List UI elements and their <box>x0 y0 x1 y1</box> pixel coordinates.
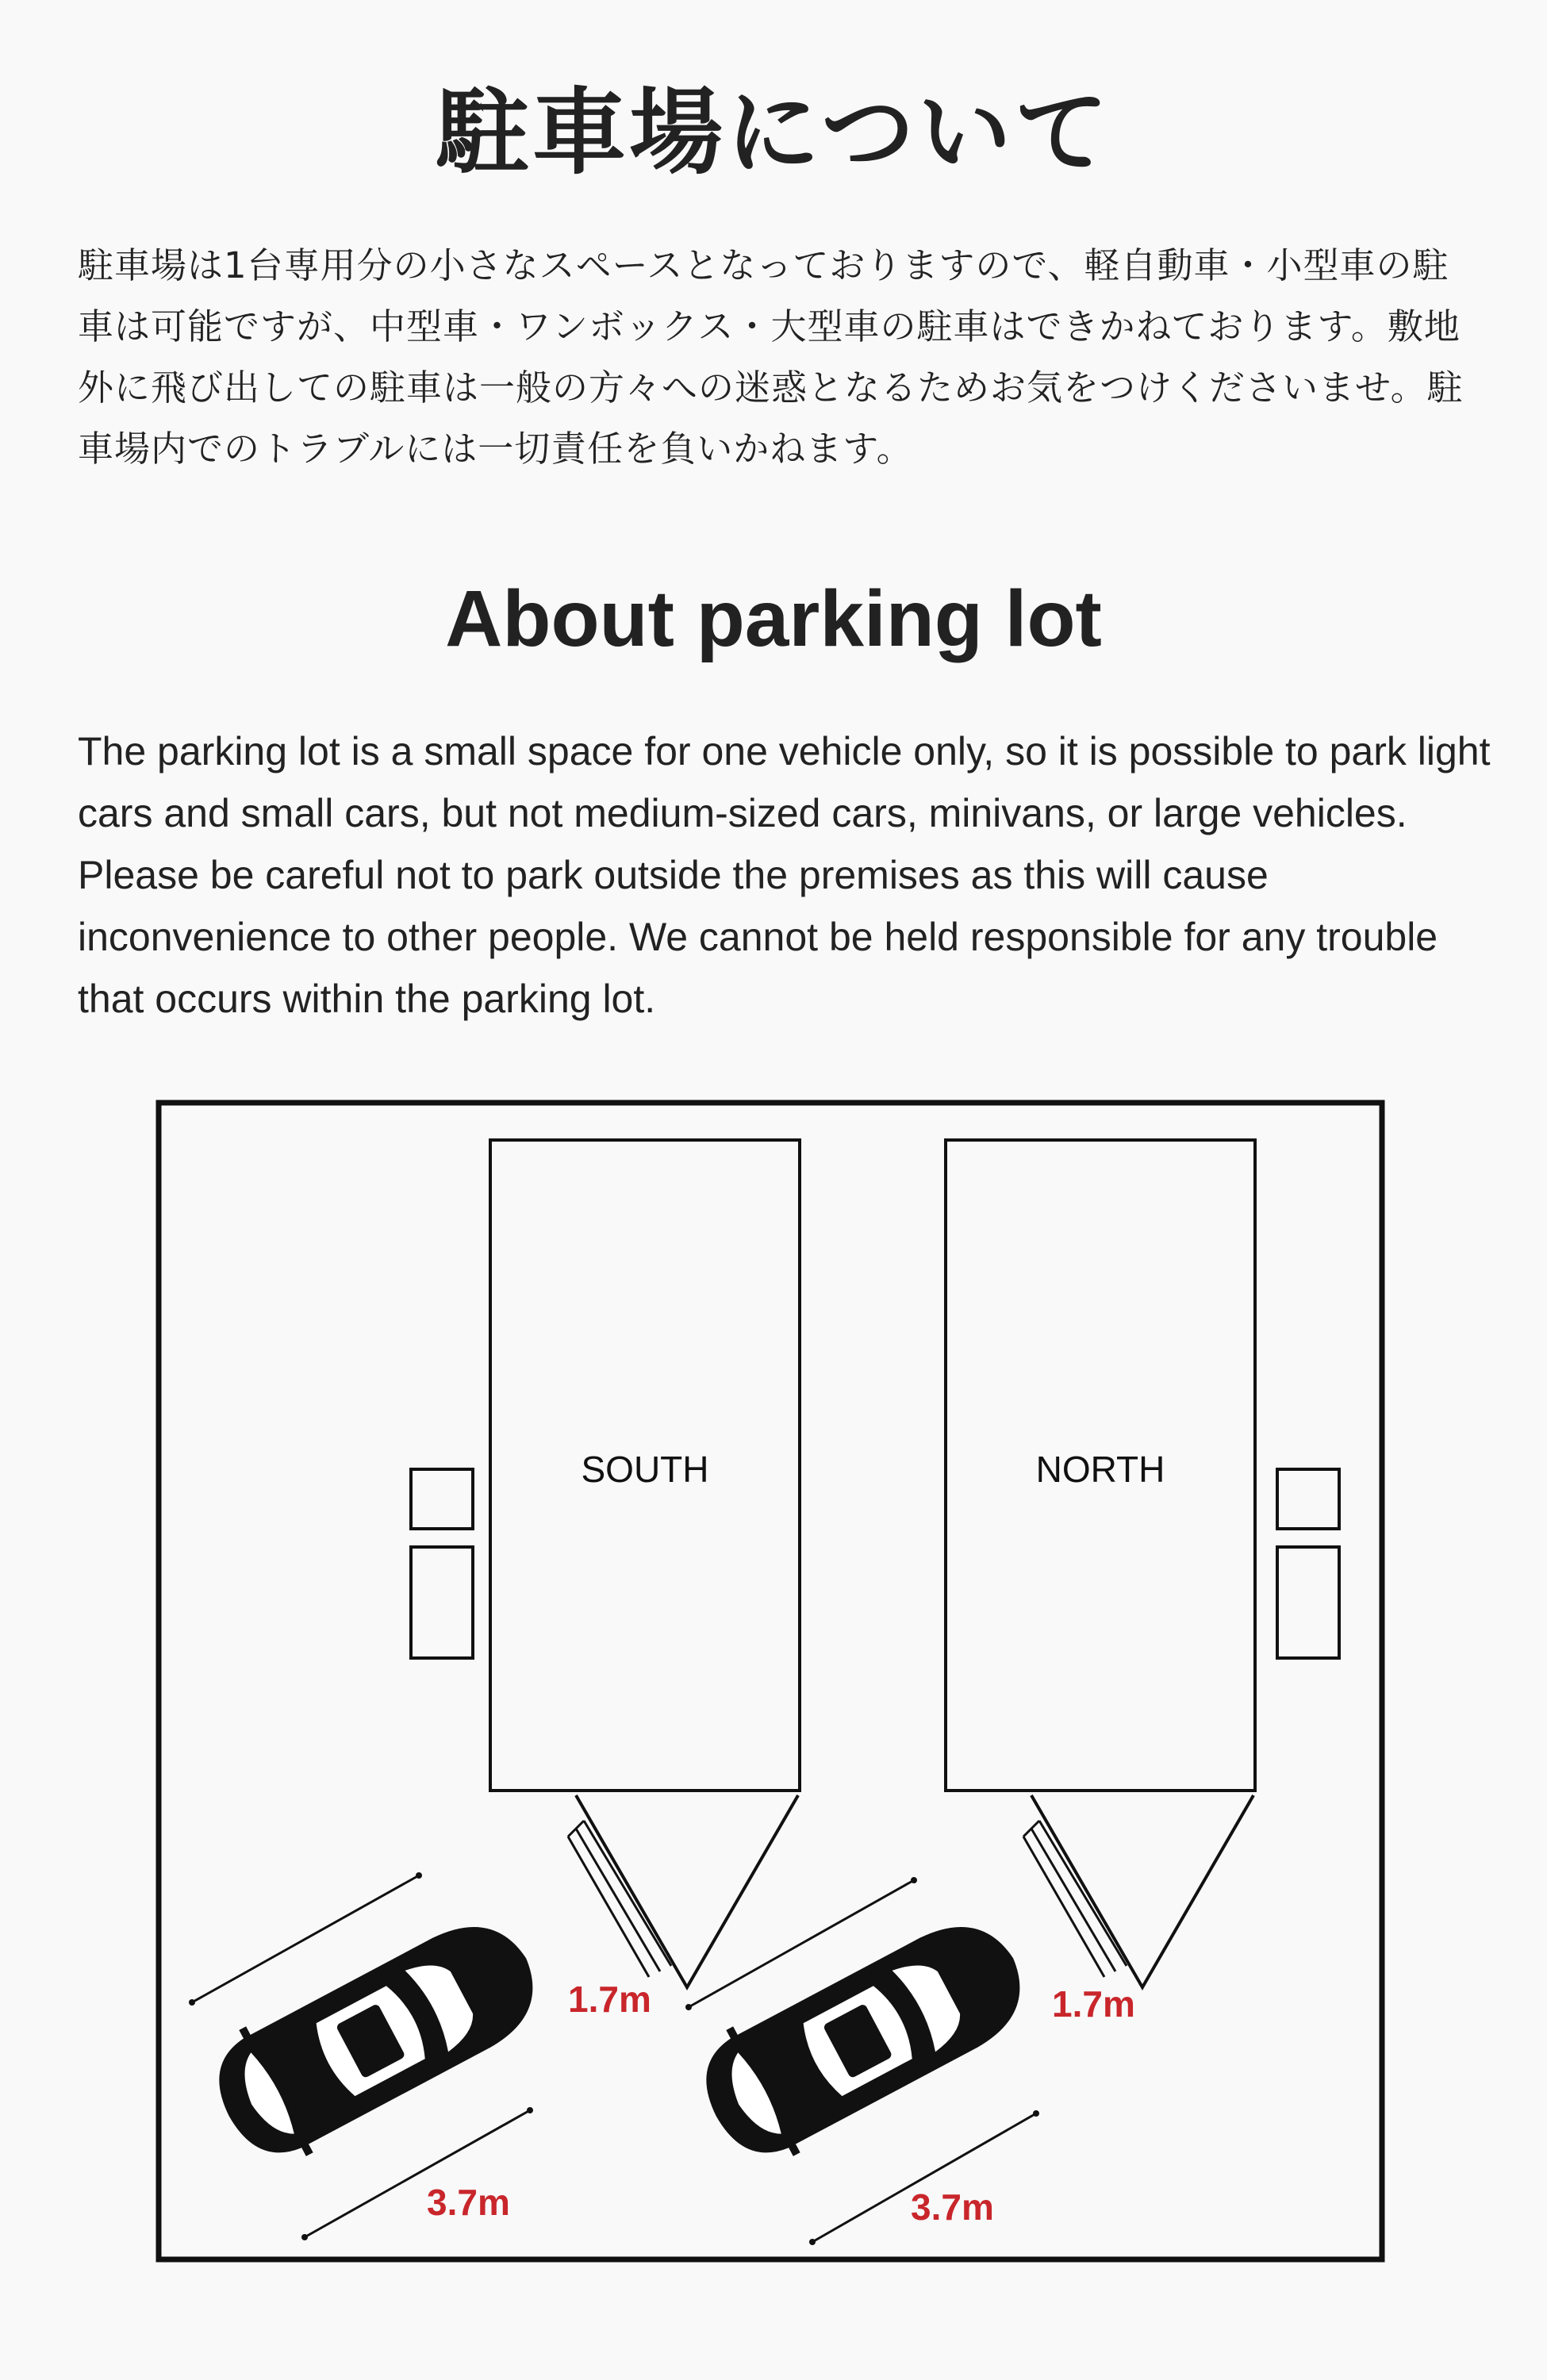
north-label: NORTH <box>1035 1449 1165 1490</box>
north-entrance <box>1023 1795 1253 1987</box>
south-length-label: 3.7m <box>427 2182 510 2223</box>
south-side-units <box>411 1469 473 1658</box>
english-title: About parking lot <box>445 574 1102 663</box>
english-body: The parking lot is a small space for one vehicle only, so it is possible to park light cars and small cars, but not medium-sized cars, minivans, or large vehicles. Please be careful not to park outside the premises as this will cause inconvenience to other people. We cannot be held responsible for any trouble that occurs within the parking lot. <box>78 729 1491 1021</box>
south-width-label: 1.7m <box>568 1979 651 2020</box>
south-parked-car <box>194 1891 562 2184</box>
south-building <box>490 1140 800 1791</box>
south-label: SOUTH <box>581 1449 709 1490</box>
japanese-body: 駐車場は1台専用分の小さなスペースとなっておりますので、軽自動車・小型車の駐車は可能ですが、中型車・ワンボックス・大型車の駐車はできかねております。敷地外に飛び出しての駐車は一般の方々への迷惑となるためお気をつけくださいませ。駐車場内でのトラブルには一切責任を負いかねます。 <box>78 244 1464 470</box>
parking-diagram <box>0 1095 1547 2285</box>
north-building <box>946 1140 1255 1791</box>
south-entrance <box>568 1795 798 1987</box>
north-length-label: 3.7m <box>911 2186 994 2228</box>
japanese-title: 駐車場について <box>436 78 1111 187</box>
north-side-units <box>1277 1469 1339 1658</box>
north-parked-car <box>681 1891 1050 2184</box>
north-width-label: 1.7m <box>1052 1983 1135 2025</box>
